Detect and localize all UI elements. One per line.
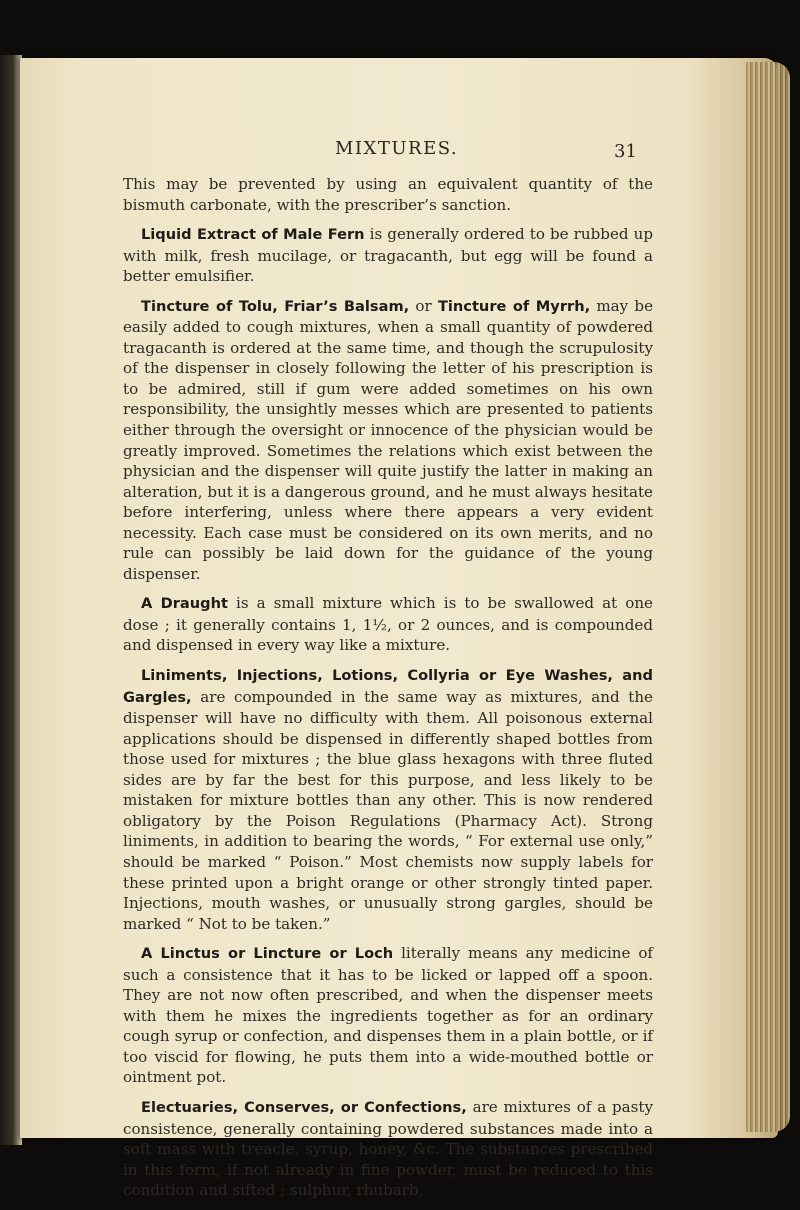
paragraph	[123, 296, 653, 585]
book-spine-edge	[0, 55, 22, 1145]
paragraph-term: A Linctus or Lincture or Loch	[141, 945, 394, 963]
paragraph	[123, 224, 653, 287]
paragraph-term: Electuaries, Conserves, or Confections,	[141, 1098, 467, 1116]
paragraph-text-2: may be easily added to cough mixtures, when a small quantity of powdered tragacanth is ordered at the same time, and though the scrupulosity of the dispenser in closely following the letter of his prescription is to be admired, still if gum were added sometimes on his own responsibility, the unsightly messes which are presented to patients either through the oversight or innocence of the physician would be greatly improved. Sometimes the relations which exist between the physician and the dispenser will quite justify the latter in making an alteration, but it is a dangerous ground, and he must always hesitate before interfering, unless where there appears a very evident necessity. Each case must be considered on its own merits, and no rule can possibly be laid down for the guidance of the young dispenser.	[123, 296, 654, 583]
page-header	[0, 138, 800, 172]
paragraph-term: Liquid Extract of Male Fern	[141, 226, 365, 244]
paragraph	[123, 174, 653, 215]
paragraph-text: or	[409, 296, 438, 315]
page-number: 31	[614, 141, 637, 162]
paragraph	[123, 665, 653, 934]
body-text	[123, 174, 653, 1210]
page-fore-edge	[746, 62, 790, 1132]
paragraph-term-2: Tincture of Myrrh,	[437, 297, 591, 315]
paragraph-term: Liniments, Injections, Lotions, Collyria or Eye Washes, and Gargles,	[123, 667, 653, 706]
paragraph-text: literally means any medicine of such a consistence that it has to be licked or lapped off a spoon. They are not now often prescribed, and when the dispenser meets with them he mixes the ingredients together as for an ordinary cough syrup or confection, and dispenses them in a plain bottle, or if too viscid for flowing, he puts them into a wide-mouthed bottle or ointment pot.	[123, 944, 653, 1087]
running-head: MIXTURES.	[335, 138, 459, 159]
paragraph-text: This may be prevented by using an equivalent quantity of the bismuth carbonate, with the prescriber’s sanction.	[123, 175, 653, 214]
paragraph-term: A Draught	[141, 595, 228, 613]
paragraph-text: are mixtures of a pasty consistence, generally containing powdered substances made into a soft mass with treacle, syrup, honey, &c. The substances prescribed in this form, if not already in fine powder, must be reduced to this condition and sifted ; sulphur, rhubarb,	[123, 1097, 653, 1200]
paragraph-term: Tincture of Tolu, Friar’s Balsam,	[141, 297, 410, 315]
paragraph	[123, 593, 653, 656]
paragraph-text: are compounded in the same way as mixtures, and the dispenser will have no difficulty with them. All poisonous external applications should be dispensed in differently shaped bottles from those used for mixtures ; the blue glass hexagons with three fluted sides are by far the best for this purpose, and less likely to be mistaken for mixture bottles than any other. This is now rendered obligatory by the Poison Regulations (Pharmacy Act). Strong liniments, in addition to bearing the words, “ For external use only,” should be marked “ Poison.” Most chemists now supply labels for these printed upon a bright orange or other strongly tinted paper. Injections, mouth washes, or unusually strong gargles, should be marked “ Not to be taken.”	[123, 687, 653, 933]
paragraph	[123, 943, 653, 1088]
paragraph	[123, 1097, 653, 1201]
paragraph-text: is a small mixture which is to be swallowed at one dose ; it generally contains 1, 1½, or 2 ounces, and is compounded and dispensed in every way like a mixture.	[123, 594, 653, 655]
paragraph-text: is generally ordered to be rubbed up with milk, fresh mucilage, or tragacanth, but egg will be found a better emulsifier.	[123, 225, 653, 286]
